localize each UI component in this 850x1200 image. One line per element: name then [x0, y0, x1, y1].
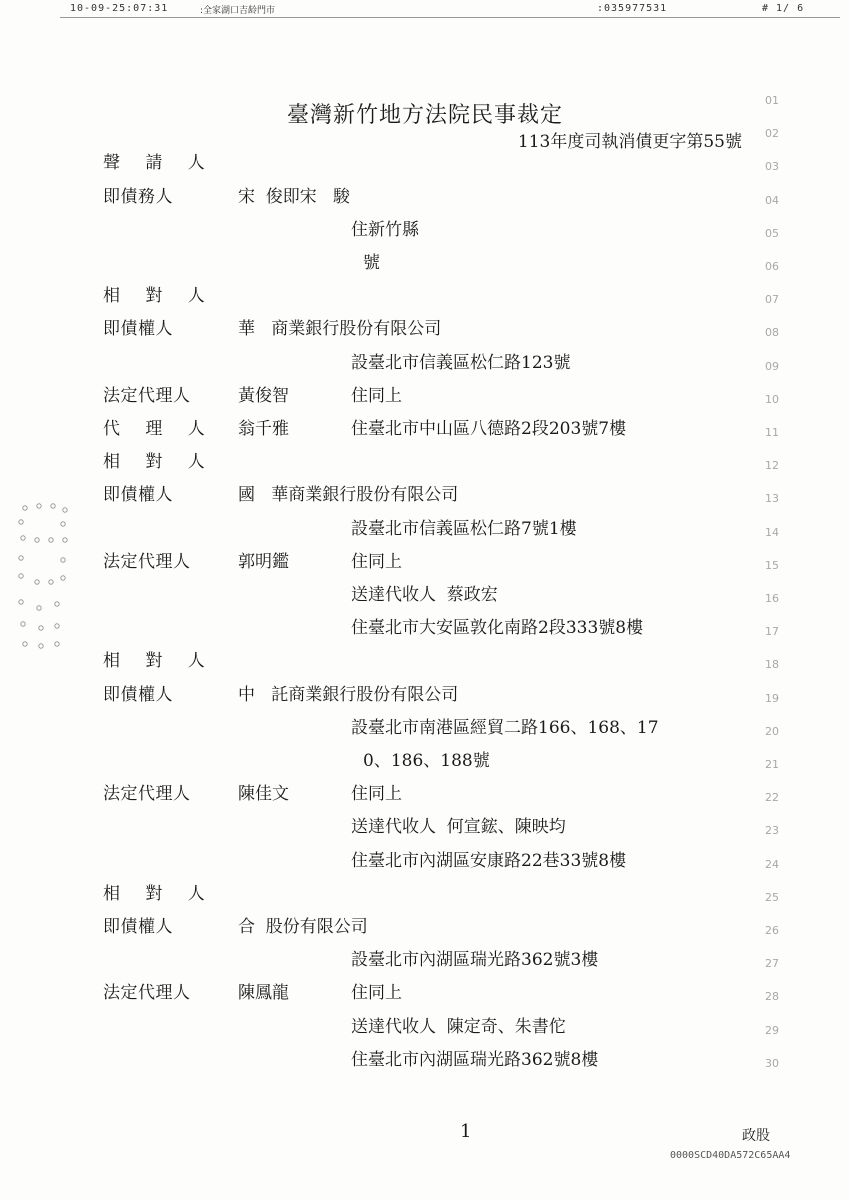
party-address-continued: 0、186、188號 — [363, 751, 490, 771]
line-number: 10 — [765, 393, 779, 406]
party-role: 法定代理人 — [103, 552, 191, 572]
party-address: 送達代收人 陳定奇、朱書佗 — [351, 1017, 566, 1037]
line-number: 22 — [765, 791, 779, 804]
line-number: 08 — [765, 326, 779, 339]
party-address: 住新竹縣 — [351, 220, 419, 240]
party-address: 住同上 — [351, 386, 402, 406]
party-name: 中 託商業銀行股份有限公司 — [238, 685, 459, 705]
party-role: 法定代理人 — [103, 784, 191, 804]
line-number: 06 — [765, 260, 779, 273]
line-number: 23 — [765, 824, 779, 837]
party-address: 住臺北市中山區八德路2段203號7樓 — [351, 419, 627, 439]
party-name: 黃俊智 — [238, 386, 289, 406]
line-number: 25 — [765, 891, 779, 904]
line-number: 11 — [765, 426, 779, 439]
line-number: 07 — [765, 293, 779, 306]
line-number: 27 — [765, 957, 779, 970]
party-role: 即債權人 — [103, 485, 173, 505]
party-name: 陳佳文 — [238, 784, 289, 804]
line-number: 21 — [765, 758, 779, 771]
line-number: 28 — [765, 990, 779, 1003]
party-name: 國 華商業銀行股份有限公司 — [238, 485, 459, 505]
party-role: 法定代理人 — [103, 983, 191, 1003]
case-number: 113年度司執消債更字第55號 — [517, 132, 742, 152]
party-role: 聲 請 人 — [103, 153, 215, 173]
party-name: 郭明鑑 — [238, 552, 289, 572]
line-number: 20 — [765, 725, 779, 738]
line-number: 29 — [765, 1024, 779, 1037]
party-name: 宋 俊即宋 駿 — [238, 187, 351, 207]
document-code: 0000SCD40DA572C65AA4 — [670, 1150, 791, 1161]
party-address: 設臺北市內湖區瑞光路362號3樓 — [351, 950, 599, 970]
line-number: 09 — [765, 360, 779, 373]
fax-header-rule — [60, 17, 840, 18]
party-name: 華 商業銀行股份有限公司 — [238, 319, 442, 339]
party-name: 陳鳳龍 — [238, 983, 289, 1003]
party-address: 設臺北市信義區松仁路123號 — [351, 353, 571, 373]
party-address: 住臺北市內湖區安康路22巷33號8樓 — [351, 851, 627, 871]
line-number: 18 — [765, 658, 779, 671]
party-role: 相 對 人 — [103, 651, 215, 671]
binding-punch-holes — [15, 500, 70, 650]
page-number: 1 — [460, 1121, 472, 1142]
line-number: 26 — [765, 924, 779, 937]
party-address: 設臺北市南港區經貿二路166、168、17 — [351, 718, 659, 738]
party-role: 代 理 人 — [103, 419, 215, 439]
party-address: 送達代收人 何宣鋐、陳映均 — [351, 817, 566, 837]
line-number: 15 — [765, 559, 779, 572]
line-number: 19 — [765, 692, 779, 705]
line-number: 13 — [765, 492, 779, 505]
line-number: 01 — [765, 94, 779, 107]
party-role: 相 對 人 — [103, 884, 215, 904]
line-number: 30 — [765, 1057, 779, 1070]
line-number: 17 — [765, 625, 779, 638]
line-number: 16 — [765, 592, 779, 605]
court-division: 政股 — [742, 1128, 770, 1144]
party-name: 合 股份有限公司 — [238, 917, 368, 937]
line-number: 05 — [765, 227, 779, 240]
party-address-continued: 號 — [363, 253, 380, 273]
line-number: 04 — [765, 194, 779, 207]
party-address: 送達代收人 蔡政宏 — [351, 585, 498, 605]
fax-sender: :全家湖口吉龄門市 — [200, 6, 276, 16]
fax-timestamp: 10-09-25:07:31 — [70, 3, 169, 14]
party-address: 住同上 — [351, 552, 402, 572]
line-number: 03 — [765, 160, 779, 173]
line-number: 12 — [765, 459, 779, 472]
fax-number: :035977531 — [597, 3, 668, 14]
party-role: 相 對 人 — [103, 452, 215, 472]
line-number: 14 — [765, 526, 779, 539]
party-role: 法定代理人 — [103, 386, 191, 406]
party-address: 住同上 — [351, 983, 402, 1003]
party-role: 即債務人 — [103, 187, 173, 207]
party-address: 設臺北市信義區松仁路7號1樓 — [351, 519, 577, 539]
party-role: 相 對 人 — [103, 286, 215, 306]
party-address: 住臺北市大安區敦化南路2段333號8樓 — [351, 618, 644, 638]
party-address: 住同上 — [351, 784, 402, 804]
line-number: 24 — [765, 858, 779, 871]
line-number: 02 — [765, 127, 779, 140]
party-address: 住臺北市內湖區瑞光路362號8樓 — [351, 1050, 599, 1070]
party-name: 翁千雅 — [238, 419, 289, 439]
party-role: 即債權人 — [103, 917, 173, 937]
fax-page-indicator: # 1/ 6 — [762, 3, 805, 14]
party-role: 即債權人 — [103, 685, 173, 705]
party-role: 即債權人 — [103, 319, 173, 339]
document-title: 臺灣新竹地方法院民事裁定 — [286, 102, 563, 128]
